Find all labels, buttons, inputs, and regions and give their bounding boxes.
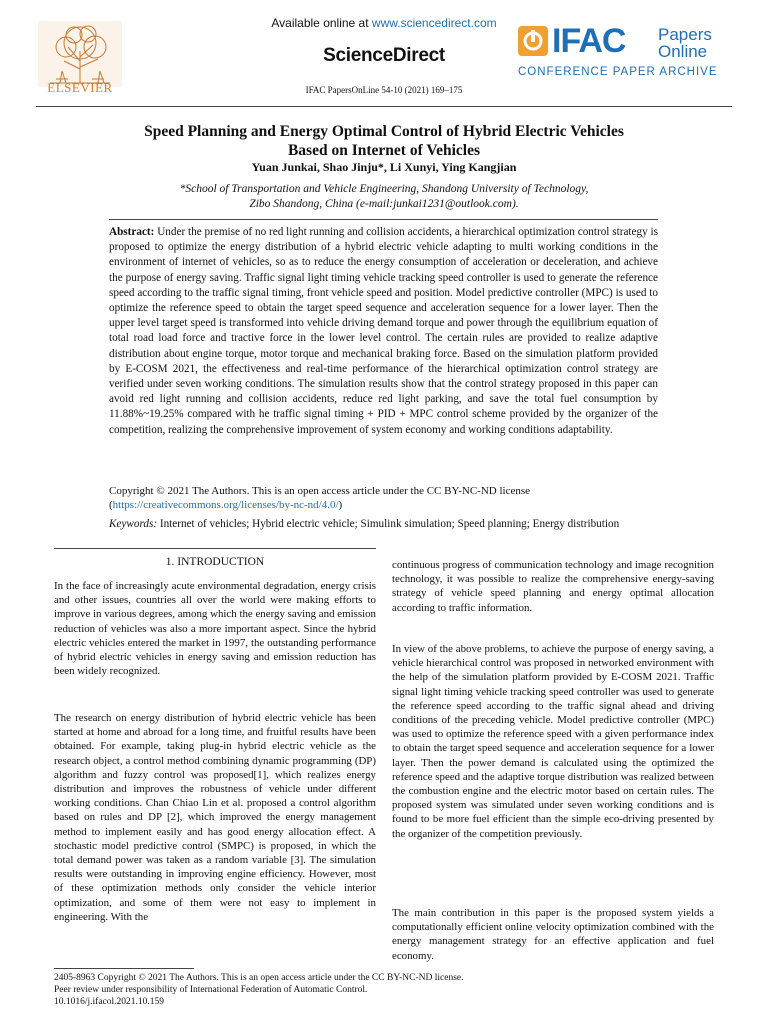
sciencedirect-logo-text: ScienceDirect bbox=[323, 45, 445, 66]
ifac-word: IFAC bbox=[552, 22, 626, 60]
paper-affiliation: *School of Transportation and Vehicle Engineering, Shandong University of Technology, Zibo Shandong, China (e-mail:junkai1231@outlook.com). bbox=[179, 183, 589, 210]
abstract-text: Under the premise of no red light running and collision accidents, a hierarchical optimization control strategy is proposed to optimize the energy distribution of a hybrid electric vehicle adapting to multi working conditions in the environment of internet of vehicles, so as to reduce the energy consumption of acceleration or deceleration, and achieve the purpose of energy saving. Traffic signal light timing vehicle tracking speed controller is used to generate the reference speed according to the traffic signal timing, front vehicle speed and position. Model predictive controller (MPC) is used to optimize the reference speed to obtain the target speed sequence and acceleration sequence for a lower layer. Then the upper level target speed is transformed into vehicle driving demand torque and power through the equilibrium equation of total road load force and tractive force in the lower level control. The certain rules are provided to realize adaptive distribution about engine torque, motor torque and mechanical braking force. Based on the simulation platform provided by E-COSM 2021, the effectiveness and real-time performance of the hierarchical optimization control strategy are verified under seven working conditions. The simulation results show that the control strategy proposed in this paper can avoid red light running and collision accidents, reduce red light parking, and save the total fuel consumption by 11.88%~19.25% compared with he traffic signal timing + PID + MPC control scheme provided by the organizer of the competition, realizing the comprehensive improvement of system economy and working conditions adaptability. bbox=[109, 226, 659, 436]
ifac-papersonline-logo bbox=[518, 24, 728, 84]
abstract bbox=[109, 225, 658, 438]
body-top-rule bbox=[54, 548, 376, 549]
sciencedirect-link[interactable]: www.sciencedirect.com bbox=[371, 16, 497, 30]
paper-title: Speed Planning and Energy Optimal Control of Hybrid Electric Vehicles Based on Internet of Vehicles bbox=[144, 123, 624, 159]
ifac-online: Online bbox=[658, 42, 708, 61]
header-divider bbox=[36, 106, 732, 107]
available-online: Available online at www.sciencedirect.com bbox=[271, 16, 497, 30]
copyright-notice: Copyright © 2021 The Authors. This is an open access article under the CC BY-NC-ND license (https://creativecommons.org/licenses/by-nc-nd/4.0/) bbox=[109, 485, 530, 511]
elsevier-wordmark: ELSEVIER bbox=[47, 80, 113, 95]
intro-paragraph-3: continuous progress of communication technology and image recognition technology, it was possible to realize the comprehensive energy-saving strategy of vehicle speed planning and energy optimal allocation according to traffic information. bbox=[392, 559, 714, 614]
section-heading-introduction: 1. INTRODUCTION bbox=[165, 556, 265, 568]
abstract-label: Abstract: bbox=[109, 226, 155, 238]
paper-authors: Yuan Junkai, Shao Jinju*, Li Xunyi, Ying Kangjian bbox=[251, 160, 517, 174]
intro-paragraph-4: In view of the above problems, to achieve the purpose of energy saving, a vehicle hierarchical control was proposed in networked environment with the help of the simulation platform provided by E-COSM 2021. Traffic signal light timing vehicle tracking speed controller was used to generate the reference speed according to the traffic signal ahead and driving conditions of the preceding vehicle. Model predictive controller (MPC) was used to optimize the reference speed with a given performance index to obtain the target speed sequence and acceleration sequence for a lower layer. Then the power demand is calculated using the optimized the reference speed and the adaptive torque distribution was realized between the combustion engine and the electric motor based on certain rules. The proposed system was simulated under seven working conditions and is found to be more fuel efficient than the simple eco-driving presented by the organizer of the competition previously. bbox=[392, 643, 714, 840]
intro-paragraph-1: In the face of increasingly acute environmental degradation, energy crisis and other issues, countries all over the world were making efforts to improve in various degrees, among which the energy saving and emission reduction of vehicles was also a more important aspect. Since the hybrid electric vehicles entered the market in 1997, the outstanding performance of hybrid electric vehicles in energy saving and emission reduction has been widely recognized. bbox=[54, 580, 376, 678]
keywords-text: Internet of vehicles; Hybrid electric vehicle; Simulink simulation; Speed planning; Energy distribution bbox=[159, 518, 620, 530]
keywords-label: Keywords: bbox=[109, 518, 158, 530]
intro-paragraph-5: The main contribution in this paper is the proposed system yields a computationally efficient online velocity optimization combined with the energy management strategy for an effective application and fuel economy. bbox=[392, 907, 714, 962]
intro-paragraph-2: The research on energy distribution of hybrid electric vehicle has been started at home and abroad for a long time, and fruitful results have been obtained. For example, taking plug-in hybrid electric vehicle as the research object, a control method combining dynamic programming (DP) algorithm and fuzzy control was proposed[1], which realizes energy distribution and improves the robustness of vehicle under different working conditions. Chan Chiao Lin et al. proposed a control algorithm based on rules and DP [2], which improved the energy management method to implement easily and has good energy allocation effect. A stochastic model predictive control (SMPC) is proposed, in which the total demand power was taken as a random variable [3]. The simulation results were outstanding in improving engine efficiency. However, most of these optimization methods only consider the vehicle interior optimization, and some of them were not easy to implement in engineering. With the bbox=[54, 712, 376, 923]
abstract-top-rule bbox=[109, 219, 658, 220]
footer-notice: 2405-8963 Copyright © 2021 The Authors. This is an open access article under the CC BY-NC-ND license. Peer review under responsibility of International Federation of Automatic Control. 10.1016/j.ifacol.2021.10.159 bbox=[54, 973, 464, 1007]
ifac-papers: Papers bbox=[658, 25, 712, 44]
footer-rule bbox=[54, 968, 194, 969]
ifac-emblem-icon bbox=[518, 26, 548, 56]
ifac-archive: CONFERENCE PAPER ARCHIVE bbox=[518, 66, 718, 78]
journal-reference: IFAC PapersOnLine 54-10 (2021) 169–175 bbox=[305, 85, 463, 95]
license-link[interactable]: https://creativecommons.org/licenses/by-nc-nd/4.0/ bbox=[112, 499, 339, 511]
keywords bbox=[109, 517, 658, 532]
